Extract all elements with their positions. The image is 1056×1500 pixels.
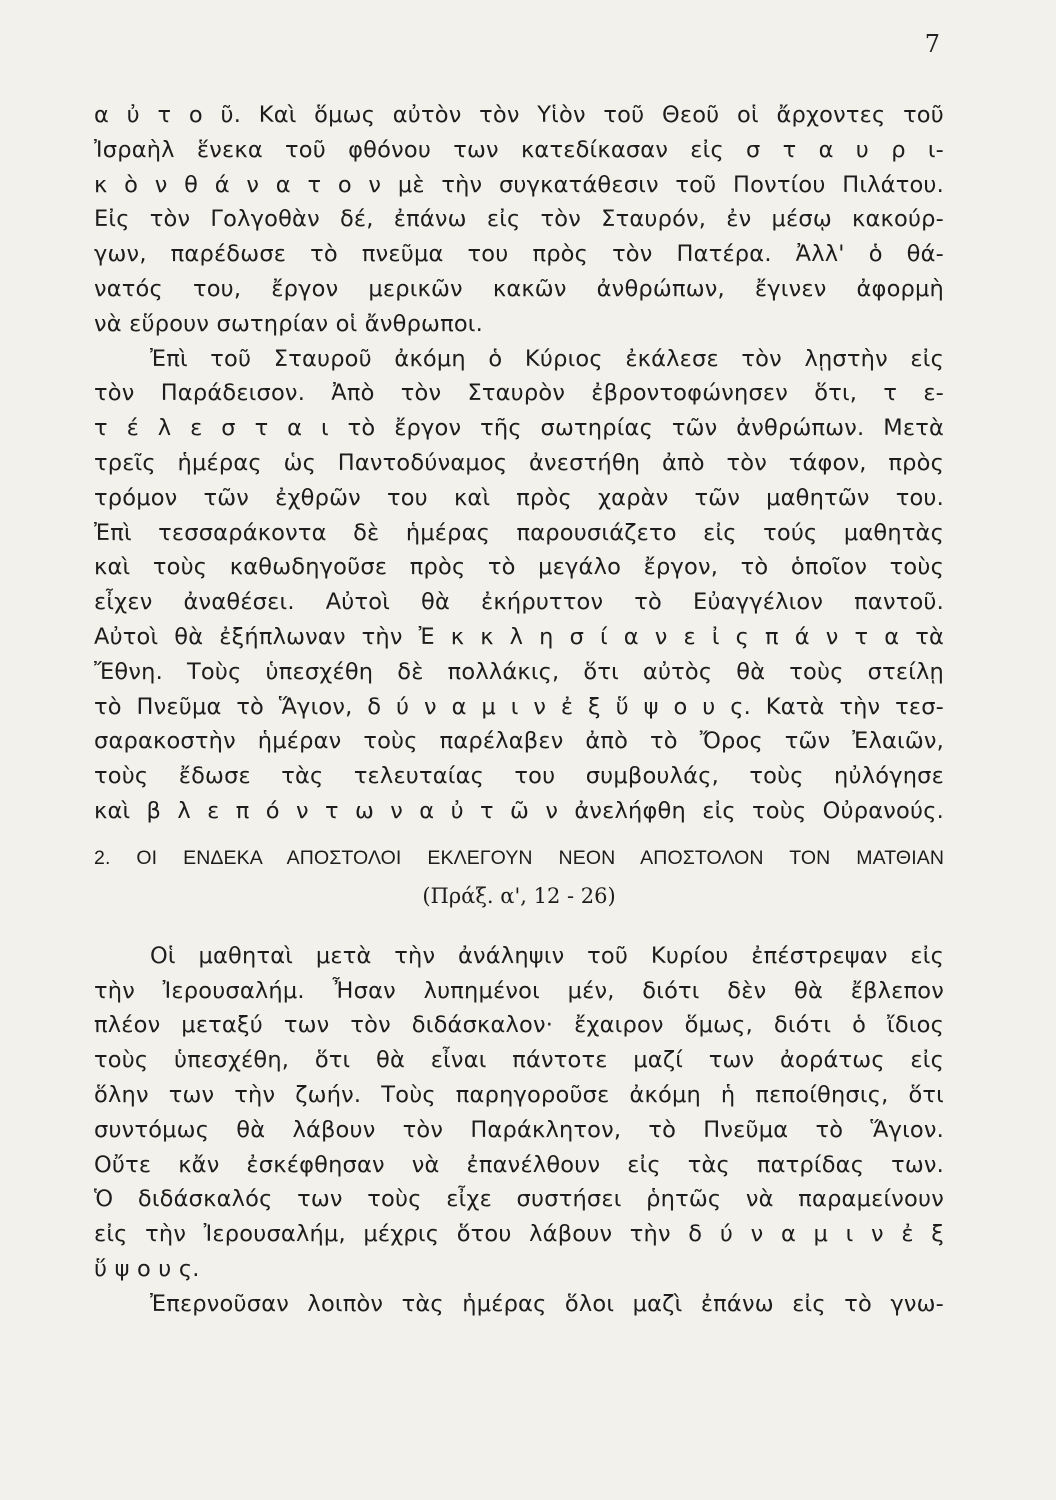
text-line: εἰς τὴν Ἰερουσαλήμ, μέχρις ὅτου λάβουν τὴν δ ύ ν α μ ι ν ἐ ξ (94, 1221, 944, 1248)
text-line: Ἐπερνοῦσαν λοιπὸν τὰς ἡμέρας ὅλοι μαζὶ ἐπάνω εἰς τὸ γνω- (150, 1290, 944, 1317)
text-line: εἶχεν ἀναθέσει. Αὐτοὶ θὰ ἐκήρυττον τὸ Εὐαγγέλιον παντοῦ. (94, 589, 944, 616)
text-line: τρόμον τῶν ἐχθρῶν του καὶ πρὸς χαρὰν τῶν μαθητῶν του. (94, 484, 944, 511)
text-line: τ έ λ ε σ τ α ι τὸ ἔργον τῆς σωτηρίας τῶν ἀνθρώπων. Μετὰ (94, 415, 944, 442)
text-line: κ ὸ ν θ ά ν α τ ο ν μὲ τὴν συγκατάθεσιν τοῦ Ποντίου Πιλάτου. (94, 171, 944, 198)
text-line: α ὐ τ ο ῦ. Καὶ ὅμως αὐτὸν τὸν Υἱὸν τοῦ Θεοῦ οἱ ἄρχοντες τοῦ (94, 102, 944, 128)
text-line: καὶ τοὺς καθωδηγοῦσε πρὸς τὸ μεγάλο ἔργον, τὸ ὁποῖον τοὺς (94, 554, 944, 581)
text-line: νατός του, ἔργον μερικῶν κακῶν ἀνθρώπων, ἔγινεν ἀφορμὴ (94, 275, 944, 302)
paragraph-1 (94, 98, 944, 342)
text-line: Ἰσραὴλ ἕνεκα τοῦ φθόνου των κατεδίκασαν εἰς σ τ α υ ρ ι- (94, 136, 944, 163)
text-line: ὅλην των τὴν ζωήν. Τοὺς παρηγοροῦσε ἀκόμη ἡ πεποίθησις, ὅτι (94, 1081, 944, 1108)
section-heading: 2. ΟΙ ΕΝΔΕΚΑ ΑΠΟΣΤΟΛΟΙ ΕΚΛΕΓΟΥΝ ΝΕΟΝ ΑΠΟΣΤΟΛΟΝ ΤΟΝ ΜΑΤΘΙΑΝ (94, 846, 944, 869)
text-line: τὸ Πνεῦμα τὸ Ἅγιον, δ ύ ν α μ ι ν ἐ ξ ὕ ψ ο υ ς. Κατὰ τὴν τεσ- (94, 693, 944, 720)
text-line: Οἱ μαθηταὶ μετὰ τὴν ἀνάληψιν τοῦ Κυρίου ἐπέστρεψαν εἰς (150, 942, 944, 969)
text-line: Εἰς τὸν Γολγοθὰν δέ, ἐπάνω εἰς τὸν Σταυρόν, ἐν μέσῳ κακούρ- (94, 206, 944, 233)
text-line: Ἐπὶ τεσσαράκοντα δὲ ἡμέρας παρουσιάζετο εἰς τούς μαθητὰς (94, 519, 944, 546)
text-line: τοὺς ἔδωσε τὰς τελευταίας του συμβουλάς, τοὺς ηὐλόγησε (94, 763, 944, 790)
text-line: τὸν Παράδεισον. Ἀπὸ τὸν Σταυρὸν ἐβροντοφώνησεν ὅτι, τ ε- (94, 380, 944, 407)
text-line: καὶ β λ ε π ό ν τ ω ν α ὐ τ ῶ ν ἀνελήφθη εἰς τοὺς Οὐρανούς. (94, 797, 944, 824)
text-line: πλέον μεταξύ των τὸν διδάσκαλον· ἔχαιρον ὅμως, διότι ὁ ἴδιος (94, 1012, 944, 1039)
body-text (94, 98, 944, 1322)
text-line: Ἔθνη. Τοὺς ὑπεσχέθη δὲ πολλάκις, ὅτι αὐτὸς θὰ τοὺς στείλῃ (94, 658, 944, 685)
paragraph-2 (94, 342, 944, 829)
page-number: 7 (924, 30, 940, 58)
text-line: ὕ ψ ο υ ς. (94, 1255, 200, 1282)
scripture-reference: (Πράξ. α', 12 - 26) (422, 883, 616, 908)
text-line: τοὺς ὑπεσχέθη, ὅτι θὰ εἶναι πάντοτε μαζί των ἀοράτως εἰς (94, 1047, 944, 1074)
paragraph-4 (94, 1287, 944, 1322)
paragraph-3 (94, 939, 944, 1287)
text-line: Ὁ διδάσκαλός των τοὺς εἶχε συστήσει ῥητῶς νὰ παραμείνουν (94, 1186, 944, 1213)
text-line: Αὐτοὶ θὰ ἐξήπλωναν τὴν Ἐ κ κ λ η σ ί α ν ε ἰ ς π ά ν τ α τὰ (94, 623, 944, 650)
text-line: γων, παρέδωσε τὸ πνεῦμα του πρὸς τὸν Πατέρα. Ἀλλ' ὁ θά- (94, 241, 944, 268)
text-line: σαρακοστὴν ἡμέραν τοὺς παρέλαβεν ἀπὸ τὸ Ὄρος τῶν Ἐλαιῶν, (94, 728, 944, 755)
text-line: συντόμως θὰ λάβουν τὸν Παράκλητον, τὸ Πνεῦμα τὸ Ἅγιον. (94, 1116, 944, 1143)
text-line: νὰ εὕρουν σωτηρίαν οἱ ἄνθρωποι. (94, 310, 483, 337)
text-line: Οὔτε κἄν ἐσκέφθησαν νὰ ἐπανέλθουν εἰς τὰς πατρίδας των. (94, 1151, 944, 1178)
text-line: Ἐπὶ τοῦ Σταυροῦ ἀκόμη ὁ Κύριος ἐκάλεσε τὸν λῃστὴν εἰς (150, 345, 944, 372)
text-line: τὴν Ἰερουσαλήμ. Ἦσαν λυπημένοι μέν, διότι δὲν θὰ ἔβλεπον (94, 977, 944, 1004)
text-line: τρεῖς ἡμέρας ὡς Παντοδύναμος ἀνεστήθη ἀπὸ τὸν τάφον, πρὸς (94, 449, 944, 476)
